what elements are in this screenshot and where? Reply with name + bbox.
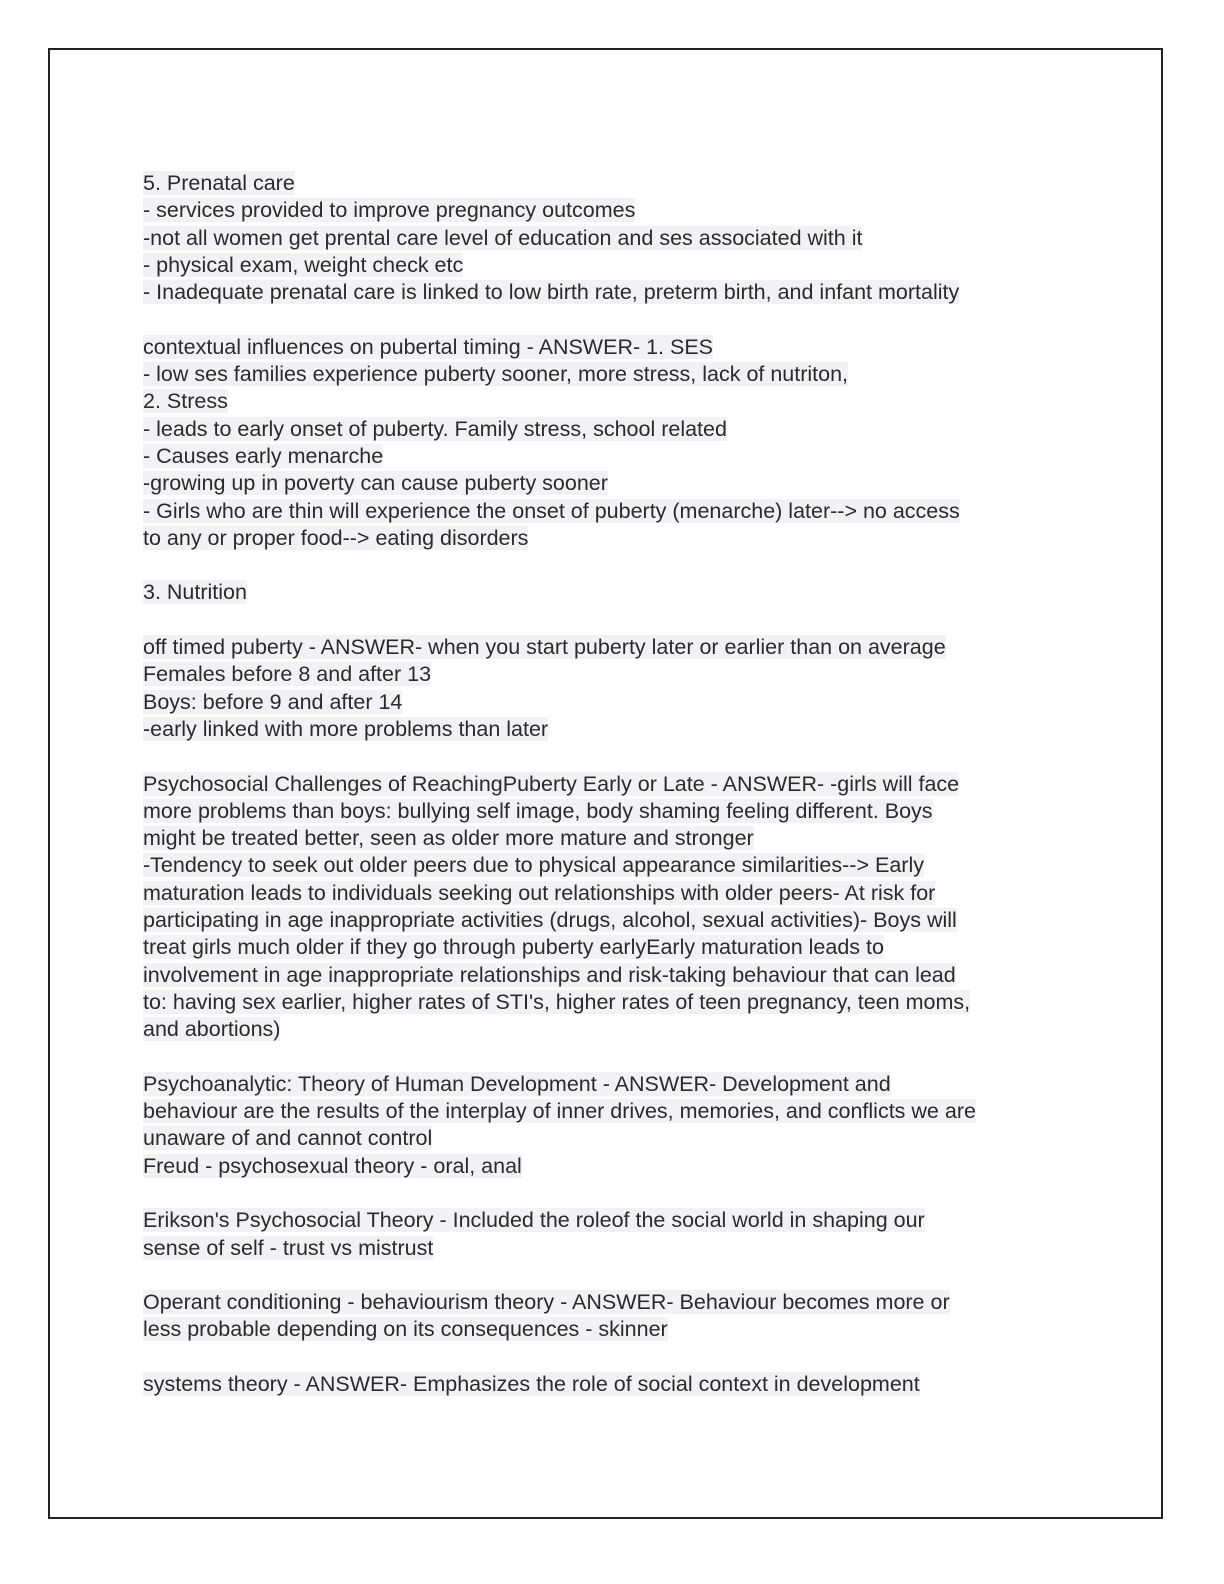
text-line: to: having sex earlier, higher rates of STI's, higher rates of teen pregnancy, teen moms, (143, 989, 971, 1014)
text-line: might be treated better, seen as older more mature and stronger (143, 826, 754, 851)
paragraph-gap (143, 1344, 1083, 1371)
text-line: involvement in age inappropriate relationships and risk-taking behaviour that can lead (143, 962, 956, 987)
document-body (143, 170, 1083, 1398)
text-line: 3. Nutrition (143, 580, 247, 605)
text-line: treat girls much older if they go through puberty earlyEarly maturation leads to (143, 935, 884, 960)
text-line: 2. Stress (143, 389, 228, 414)
text-line: participating in age inappropriate activities (drugs, alcohol, sexual activities)- Boys will (143, 908, 957, 933)
text-line: Psychoanalytic: Theory of Human Development - ANSWER- Development and (143, 1071, 891, 1096)
text-line: Operant conditioning - behaviourism theory - ANSWER- Behaviour becomes more or (143, 1290, 950, 1315)
text-line: -not all women get prental care level of education and ses associated with it (143, 225, 863, 250)
text-line: contextual influences on pubertal timing - ANSWER- 1. SES (143, 334, 714, 359)
text-line: unaware of and cannot control (143, 1126, 433, 1151)
text-line: 5. Prenatal care (143, 171, 295, 195)
paragraph-gap (143, 552, 1083, 579)
paragraph-gap (143, 1044, 1083, 1071)
text-line: Females before 8 and after 13 (143, 662, 432, 687)
text-line: - services provided to improve pregnancy outcomes (143, 198, 636, 223)
text-line: Erikson's Psychosocial Theory - Included the roleof the social world in shaping our (143, 1208, 925, 1233)
text-line: off timed puberty - ANSWER- when you start puberty later or earlier than on average (143, 635, 946, 660)
text-line: - physical exam, weight check etc (143, 252, 464, 277)
text-line: -Tendency to seek out older peers due to physical appearance similarities--> Early (143, 853, 924, 878)
text-line: - Inadequate prenatal care is linked to low birth rate, preterm birth, and infant mortality (143, 280, 960, 305)
text-line: to any or proper food--> eating disorders (143, 525, 529, 550)
text-line: maturation leads to individuals seeking out relationships with older peers- At risk for (143, 880, 936, 905)
text-line: -growing up in poverty can cause puberty sooner (143, 471, 608, 496)
text-line: less probable depending on its consequences - skinner (143, 1317, 668, 1342)
text-line: - low ses families experience puberty sooner, more stress, lack of nutriton, (143, 362, 849, 387)
paragraph-gap (143, 1262, 1083, 1289)
text-line: Psychosocial Challenges of ReachingPuberty Early or Late - ANSWER- -girls will face (143, 771, 960, 796)
text-line: - Causes early menarche (143, 443, 384, 468)
text-line: systems theory - ANSWER- Emphasizes the role of social context in development (143, 1372, 920, 1397)
text-line: Freud - psychosexual theory - oral, anal (143, 1153, 522, 1178)
text-line: - leads to early onset of puberty. Family stress, school related (143, 416, 727, 441)
paragraph-gap (143, 1180, 1083, 1207)
text-line: and abortions) (143, 1017, 281, 1042)
text-line: -early linked with more problems than later (143, 716, 549, 741)
paragraph-gap (143, 306, 1083, 333)
paragraph-gap (143, 607, 1083, 634)
text-line: sense of self - trust vs mistrust (143, 1235, 434, 1260)
text-line: - Girls who are thin will experience the onset of puberty (menarche) later--> no access (143, 498, 960, 523)
text-line: more problems than boys: bullying self image, body shaming feeling different. Boys (143, 798, 933, 823)
paragraph-gap (143, 743, 1083, 770)
text-line: behaviour are the results of the interplay of inner drives, memories, and conflicts we are (143, 1099, 976, 1124)
text-line: Boys: before 9 and after 14 (143, 689, 403, 714)
